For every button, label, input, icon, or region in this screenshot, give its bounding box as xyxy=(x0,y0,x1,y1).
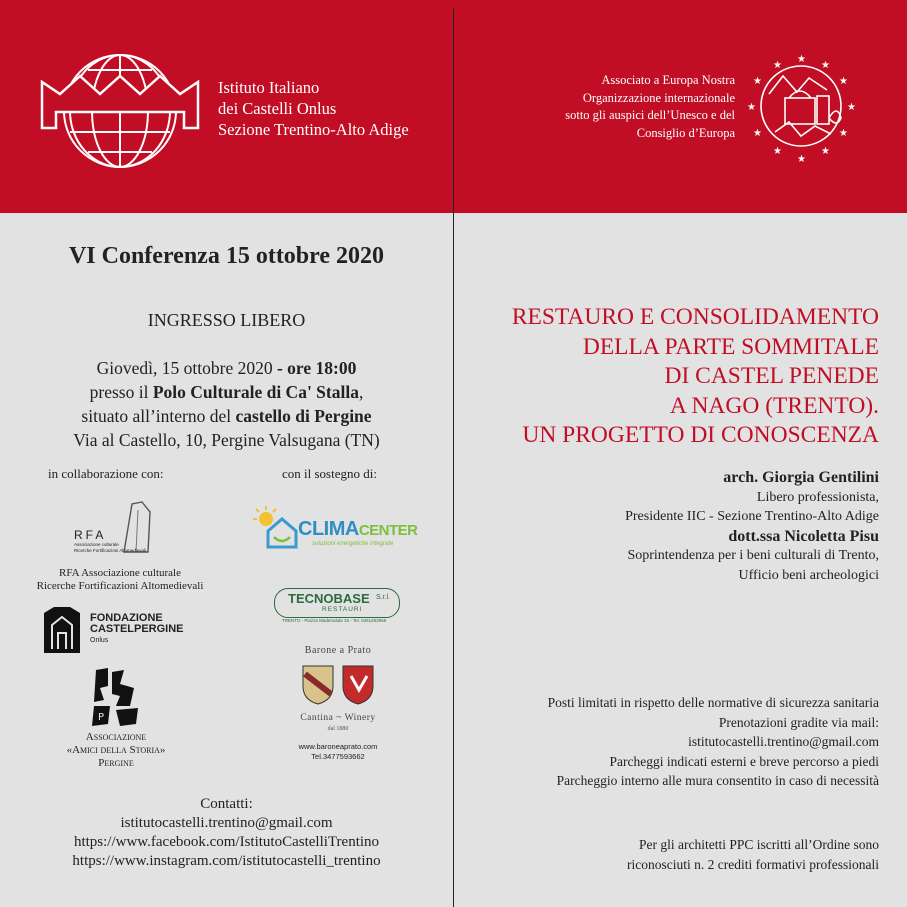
support-label: con il sostegno di: xyxy=(282,466,377,481)
barone-phone: Tel.3477593662 xyxy=(311,752,365,761)
venue-name: Polo Culturale di Ca' Stalla xyxy=(152,382,359,402)
speaker-name: arch. Giorgia Gentilini xyxy=(723,469,879,486)
rfa-letters: RFA xyxy=(74,528,107,542)
svg-text:★: ★ xyxy=(747,102,756,113)
event-address: Via al Castello, 10, Pergine Valsugana (TN) xyxy=(73,430,380,450)
clima-tagline: soluzioni energetiche integrate xyxy=(312,541,394,547)
rfa-caption-line: RFA Associazione culturale xyxy=(59,567,181,579)
affiliation-line: sotto gli auspici dell’Unesco e del xyxy=(565,108,735,122)
rfa-logo-sub: Ricerche Fortificazioni Altomedievali xyxy=(74,548,147,553)
contact-email[interactable]: istitutocastelli.trentino@gmail.com xyxy=(120,815,333,831)
barone-website: www.baroneaprato.com xyxy=(298,742,378,751)
sun-house-icon xyxy=(252,505,298,549)
speaker-role: Presidente IIC - Sezione Trentino-Alto Adige xyxy=(625,509,879,524)
credits-line: riconosciuti n. 2 crediti formativi professionali xyxy=(627,856,879,872)
svg-text:★: ★ xyxy=(773,146,782,157)
event-details xyxy=(0,356,453,452)
institute-line: Sezione Trentino-Alto Adige xyxy=(218,120,409,139)
venue-comma: , xyxy=(358,382,364,402)
tecnobase-sub: RESTAURI xyxy=(322,606,363,613)
svg-text:★: ★ xyxy=(839,128,848,139)
booking-email[interactable]: istitutocastelli.trentino@gmail.com xyxy=(688,734,879,749)
institute-line: dei Castelli Onlus xyxy=(218,99,337,118)
fondazione-line: FONDAZIONE xyxy=(90,612,163,624)
castle-globe-logo xyxy=(40,52,200,170)
subtitle-line: A NAGO (TRENTO). xyxy=(669,392,879,419)
barone-title: Barone a Prato xyxy=(304,645,372,656)
castle-name: castello di Pergine xyxy=(235,406,372,426)
rfa-tower-icon xyxy=(118,500,158,554)
facebook-link[interactable]: https://www.facebook.com/IstitutoCastelliTrentino xyxy=(73,834,380,850)
event-time: - ore 18:00 xyxy=(272,358,357,378)
rfa-caption xyxy=(0,567,240,593)
subtitle-line: UN PROGETTO DI CONOSCENZA xyxy=(522,422,879,448)
fondazione-castelpergine-logo xyxy=(40,605,200,657)
svg-text:★: ★ xyxy=(847,102,856,113)
castle-emblem-icon xyxy=(40,605,84,655)
event-date xyxy=(0,356,453,380)
svg-text:★: ★ xyxy=(821,146,830,157)
credits-note xyxy=(627,835,879,874)
subtitle-line: RESTAURO E CONSOLIDAMENTO xyxy=(511,304,879,330)
info-line: Parcheggi indicati esterni e breve percorso a piedi xyxy=(609,753,879,769)
info-line: Posti limitati in rispetto delle normative di sicurezza sanitaria xyxy=(547,695,879,710)
instagram-link[interactable]: https://www.instagram.com/istitutocastelli_trentino xyxy=(72,853,381,869)
info-line: Prenotazioni gradite via mail: xyxy=(718,714,879,730)
barone-cantina: Cantina ~ Winery xyxy=(300,713,376,723)
subtitle-line: DI CASTEL PENEDE xyxy=(664,363,879,389)
svg-text:★: ★ xyxy=(797,54,806,65)
speaker-role: Ufficio beni archeologici xyxy=(738,567,879,583)
collaboration-label: in collaborazione con: xyxy=(48,466,164,481)
center-word: CENTER xyxy=(358,522,418,539)
free-entry-label: INGRESSO LIBERO xyxy=(147,310,306,330)
amici-caption-line: «Amici della Storia» xyxy=(66,744,166,756)
contacts-label: Contatti: xyxy=(200,796,253,812)
institute-name xyxy=(218,77,409,140)
location-prefix: situato all’interno del xyxy=(81,406,236,426)
contacts-block xyxy=(0,795,453,871)
affiliation-line: Organizzazione internazionale xyxy=(582,90,735,105)
event-location xyxy=(0,404,453,428)
clima-word: CLIMA xyxy=(298,518,359,540)
svg-text:★: ★ xyxy=(753,76,762,87)
rfa-logo-sub: Associazione culturale xyxy=(74,542,119,547)
speaker-name: dott.ssa Nicoletta Pisu xyxy=(728,527,879,545)
event-date-text: Giovedì, 15 ottobre 2020 xyxy=(96,358,273,378)
rfa-logo xyxy=(70,500,160,556)
affiliation-line: Consiglio d’Europa xyxy=(636,125,735,140)
clima-center-logo xyxy=(252,505,432,553)
speakers-block xyxy=(625,468,879,585)
affiliation-line: Associato a Europa Nostra xyxy=(601,73,735,87)
affiliation-text xyxy=(565,72,735,142)
amici-della-storia-logo xyxy=(90,666,142,728)
rfa-caption-line: Ricerche Fortificazioni Altomedievali xyxy=(36,580,204,592)
heraldic-shields-icon xyxy=(293,664,383,706)
tecnobase-contact: TRENTO - Piazza Mademdola 16 - Tel. 0461263966 xyxy=(282,618,387,623)
conference-subtitle xyxy=(512,303,879,451)
subtitle-line: DELLA PARTE SOMMITALE xyxy=(582,333,879,360)
practical-info xyxy=(548,693,879,791)
svg-text:★: ★ xyxy=(753,128,762,139)
speaker-role: Soprintendenza per i beni culturali di Trento, xyxy=(627,548,879,563)
institute-line: Istituto Italiano xyxy=(218,78,320,97)
amici-caption-line: Associazione xyxy=(85,731,147,743)
svg-text:★: ★ xyxy=(839,76,848,87)
speaker-role: Libero professionista, xyxy=(756,489,879,505)
europa-nostra-logo xyxy=(745,48,869,172)
svg-text:P: P xyxy=(98,712,105,723)
tecnobase-suffix: S.r.l. xyxy=(376,594,391,601)
amici-caption xyxy=(0,731,232,770)
info-line: Parcheggio interno alle mura consentito in caso di necessità xyxy=(556,773,879,788)
venue-prefix: presso il xyxy=(89,382,153,402)
event-venue xyxy=(0,380,453,404)
fondazione-onlus: Onlus xyxy=(90,637,109,644)
center-divider xyxy=(453,8,454,907)
tecnobase-logo xyxy=(274,588,402,628)
barone-since: dal 1880 xyxy=(327,726,349,732)
amici-caption-line: Pergine xyxy=(98,757,134,769)
svg-text:★: ★ xyxy=(797,154,806,165)
tecnobase-name: TECNOBASE xyxy=(288,591,370,606)
credits-line: Per gli architetti PPC iscritti all’Ordine sono xyxy=(639,837,879,852)
fondazione-line: CASTELPERGINE xyxy=(90,623,184,635)
svg-text:★: ★ xyxy=(773,60,782,71)
barone-a-prato-logo xyxy=(283,645,393,770)
svg-text:★: ★ xyxy=(821,60,830,71)
conference-title: VI Conferenza 15 ottobre 2020 xyxy=(68,243,385,269)
